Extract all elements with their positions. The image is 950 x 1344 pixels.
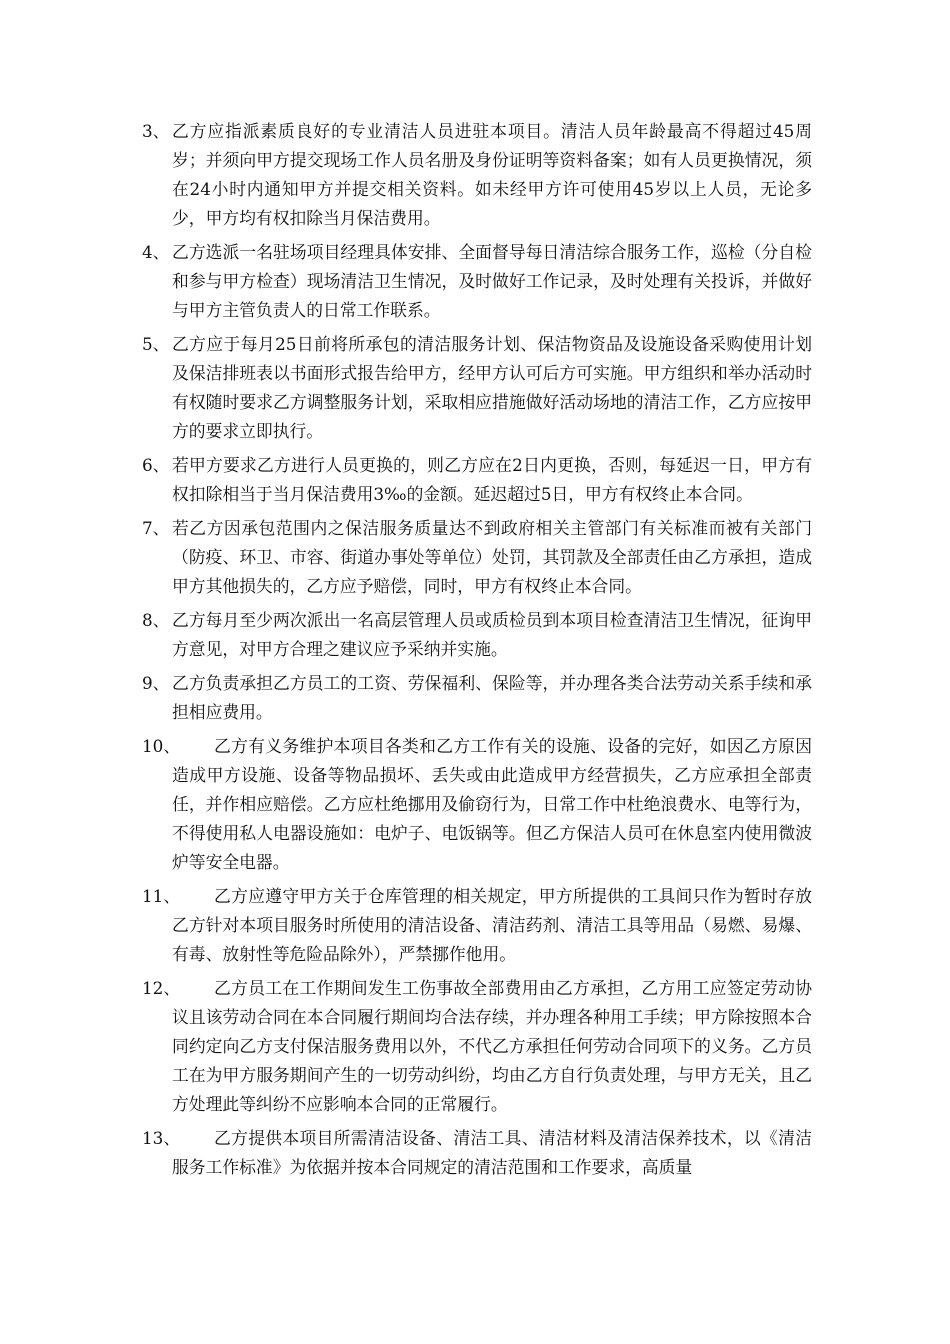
clause-text: 乙方有义务维护本项目各类和乙方工作有关的设施、设备的完好，如因乙方原因造成甲方设施、设备等物品损坏、丢失或由此造成甲方经营损失，乙方应承担全部责任，并作相应赔偿。乙方应杜绝挪用及偷窃行为，日常工作中杜绝浪费水、电等行为，不得使用私人电器设施如：电炉子、电饭锅等。但乙方保洁人员可在休息室内使用微波炉等安全电器。 <box>172 736 812 872</box>
clause-text: 乙方应于每月25日前将所承包的清洁服务计划、保洁物资品及设施设备采购使用计划及保洁排班表以书面形式报告给甲方，经甲方认可后方可实施。甲方组织和举办活动时有权随时要求乙方调整服务计划，采取相应措施做好活动场地的清洁工作，乙方应按甲方的要求立即执行。 <box>172 334 812 441</box>
clause-11 <box>142 882 812 969</box>
clause-3 <box>142 117 812 233</box>
clause-number: 5、 <box>142 334 170 354</box>
clause-9 <box>142 669 812 727</box>
clause-12 <box>142 974 812 1119</box>
clause-number: 6、 <box>142 455 170 475</box>
clause-text: 若乙方因承包范围内之保洁服务质量达不到政府相关主管部门有关标准而被有关部门（防疫、环卫、市容、街道办事处等单位）处罚，其罚款及全部责任由乙方承担，造成甲方其他损失的，乙方应予赔偿，同时，甲方有权终止本合同。 <box>172 518 812 596</box>
clause-text: 乙方应指派素质良好的专业清洁人员进驻本项目。清洁人员年龄最高不得超过45周岁；并须向甲方提交现场工作人员名册及身份证明等资料备案；如有人员更换情况，须在24小时内通知甲方并提交相关资料。如未经甲方许可使用45岁以上人员，无论多少，甲方均有权扣除当月保洁费用。 <box>172 121 812 228</box>
clause-number: 12、 <box>142 978 181 998</box>
clause-6 <box>142 451 812 509</box>
clause-7 <box>142 514 812 601</box>
clause-13 <box>142 1124 812 1182</box>
clause-number: 8、 <box>142 610 170 630</box>
clause-text: 若甲方要求乙方进行人员更换的，则乙方应在2日内更换，否则，每延迟一日，甲方有权扣除相当于当月保洁费用3‰的金额。延迟超过5日，甲方有权终止本合同。 <box>172 455 812 504</box>
clause-number: 3、 <box>142 121 170 141</box>
clause-number: 13、 <box>142 1128 181 1148</box>
clause-number: 10、 <box>142 736 181 756</box>
clause-text: 乙方提供本项目所需清洁设备、清洁工具、清洁材料及清洁保养技术，以《清洁服务工作标准》为依据并按本合同规定的清洁范围和工作要求，高质量 <box>172 1128 812 1177</box>
clause-text: 乙方应遵守甲方关于仓库管理的相关规定，甲方所提供的工具间只作为暂时存放乙方针对本项目服务时所使用的清洁设备、清洁药剂、清洁工具等用品（易燃、易爆、有毒、放射性等危险品除外），严禁挪作他用。 <box>172 886 812 964</box>
clause-text: 乙方选派一名驻场项目经理具体安排、全面督导每日清洁综合服务工作，巡检（分自检和参与甲方检查）现场清洁卫生情况，及时做好工作记录，及时处理有关投诉，并做好与甲方主管负责人的日常工作联系。 <box>172 242 812 320</box>
clause-number: 7、 <box>142 518 170 538</box>
clause-number: 9、 <box>142 673 170 693</box>
clause-text: 乙方员工在工作期间发生工伤事故全部费用由乙方承担，乙方用工应签定劳动协议且该劳动合同在本合同履行期间均合法存续，并办理各种用工手续；甲方除按照本合同约定向乙方支付保洁服务费用以外，不代乙方承担任何劳动合同项下的义务。乙方员工在为甲方服务期间产生的一切劳动纠纷，均由乙方自行负责处理，与甲方无关，且乙方处理此等纠纷不应影响本合同的正常履行。 <box>172 978 812 1114</box>
clause-8 <box>142 606 812 664</box>
clause-number: 11、 <box>142 886 181 906</box>
clause-4 <box>142 238 812 325</box>
clause-10 <box>142 732 812 877</box>
clause-number: 4、 <box>142 242 170 262</box>
clause-5 <box>142 330 812 446</box>
clause-text: 乙方负责承担乙方员工的工资、劳保福利、保险等，并办理各类合法劳动关系手续和承担相应费用。 <box>172 673 812 722</box>
clause-list <box>142 117 812 1187</box>
clause-text: 乙方每月至少两次派出一名高层管理人员或质检员到本项目检查清洁卫生情况，征询甲方意见，对甲方合理之建议应予采纳并实施。 <box>172 610 812 659</box>
